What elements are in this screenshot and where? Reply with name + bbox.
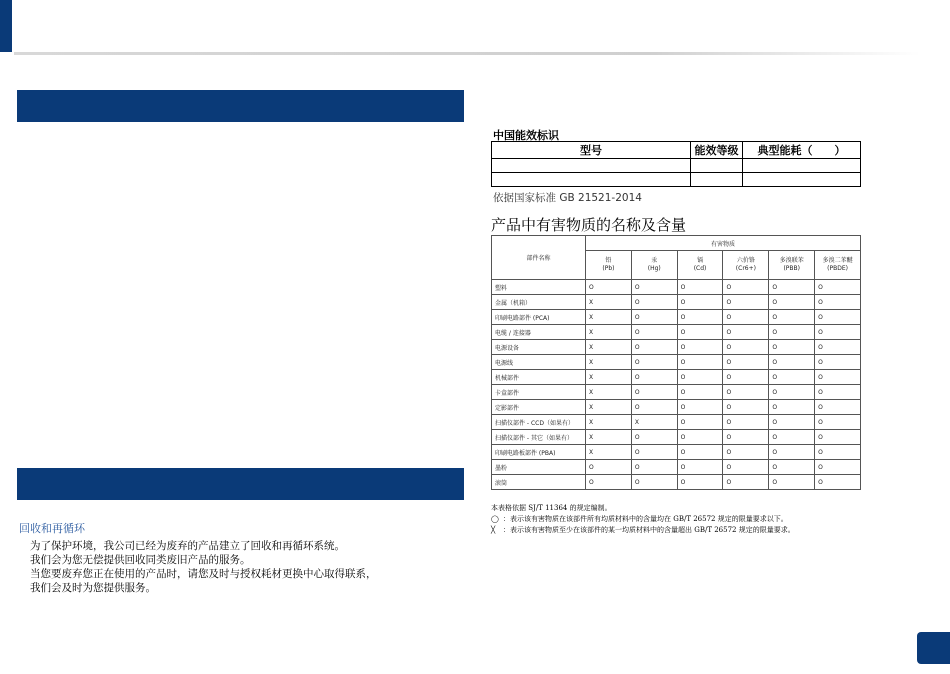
part-name-cell: 墨粉 (492, 460, 586, 475)
part-name-cell: 滚筒 (492, 475, 586, 490)
substance-value-cell: O (631, 475, 677, 490)
recycle-heading: 回收和再循环 (19, 522, 85, 535)
substance-value-cell: O (815, 310, 861, 325)
hazard-group-header: 有害物质 (586, 236, 861, 251)
substance-value-cell: O (677, 385, 723, 400)
section-header-band (17, 90, 464, 122)
substance-value-cell: O (631, 385, 677, 400)
substance-value-cell: O (677, 325, 723, 340)
substance-value-cell: X (631, 415, 677, 430)
recycle-line: 为了保护环境，我公司已经为废弃的产品建立了回收和再循环系统。 (30, 540, 345, 552)
substance-value-cell: O (815, 295, 861, 310)
substance-value-cell: X (586, 400, 632, 415)
substance-value-cell: O (677, 340, 723, 355)
energy-cell (492, 173, 691, 187)
substance-code: (Hg) (647, 265, 661, 272)
substance-value-cell: O (631, 280, 677, 295)
substance-value-cell: O (677, 310, 723, 325)
table-row (492, 355, 861, 370)
substance-value-cell: O (631, 310, 677, 325)
substance-header (769, 251, 815, 280)
substance-value-cell: O (586, 280, 632, 295)
page-number-tab (917, 632, 950, 664)
table-row (492, 385, 861, 400)
table-row (492, 475, 861, 490)
substance-value-cell: O (815, 340, 861, 355)
part-name-cell: 电源线 (492, 355, 586, 370)
table-row (492, 445, 861, 460)
part-name-cell: 印刷电路板部件 (PBA) (492, 445, 586, 460)
part-name-cell: 电源设备 (492, 340, 586, 355)
substance-value-cell: O (723, 400, 769, 415)
substance-value-cell: O (723, 370, 769, 385)
substance-value-cell: X (586, 340, 632, 355)
substance-value-cell: O (769, 430, 815, 445)
substance-value-cell: O (723, 415, 769, 430)
substance-value-cell: O (815, 400, 861, 415)
energy-table (491, 141, 861, 187)
part-name-cell: 机械部件 (492, 370, 586, 385)
substance-value-cell: X (586, 385, 632, 400)
table-row (492, 370, 861, 385)
circle-icon: ◯ (491, 515, 499, 523)
substance-value-cell: O (723, 310, 769, 325)
energy-col-grade: 能效等级 (691, 142, 743, 159)
substance-value-cell: X (586, 355, 632, 370)
energy-label-title: 中国能效标识 (493, 129, 559, 142)
table-row (492, 460, 861, 475)
substance-value-cell: O (631, 295, 677, 310)
note-text: ：表示该有害物质在该部件所有均质材料中的含量均在 GB/T 26572 规定的限量要求以下。 (503, 515, 788, 523)
substance-value-cell: O (769, 475, 815, 490)
note-text: ：表示该有害物质至少在该部件的某一均质材料中的含量超出 GB/T 26572 规定的限量要求。 (503, 526, 795, 534)
recycle-line: 我们会及时为您提供服务。 (30, 582, 156, 594)
substance-value-cell: O (769, 355, 815, 370)
substance-value-cell: O (723, 355, 769, 370)
substance-code: (PBDE) (827, 265, 848, 272)
substance-value-cell: O (815, 280, 861, 295)
note-line (491, 514, 795, 525)
energy-standard: 依据国家标准 GB 21521-2014 (493, 192, 642, 204)
substance-value-cell: O (677, 445, 723, 460)
table-row (492, 325, 861, 340)
substance-value-cell: X (586, 325, 632, 340)
table-row (492, 415, 861, 430)
part-name-header: 部件名称 (492, 236, 586, 280)
table-row (492, 430, 861, 445)
substance-name: 多溴联苯 (779, 257, 804, 264)
corner-accent-bar (0, 0, 12, 52)
energy-cell (691, 159, 743, 173)
substance-value-cell: O (677, 475, 723, 490)
substance-value-cell: O (631, 445, 677, 460)
part-name-cell: 卡盒部件 (492, 385, 586, 400)
substance-value-cell: O (723, 445, 769, 460)
substance-value-cell: O (769, 400, 815, 415)
substance-value-cell: O (631, 460, 677, 475)
substance-name: 多溴二苯醚 (822, 257, 853, 264)
part-name-cell: 扫描仪部件 - 其它（如果有） (492, 430, 586, 445)
energy-cell (691, 173, 743, 187)
substance-name: 汞 (651, 257, 658, 264)
header-rule (14, 52, 920, 55)
substance-code: (Pb) (602, 265, 615, 272)
substance-name: 铅 (605, 257, 612, 264)
part-name-cell: 电缆 / 连接器 (492, 325, 586, 340)
note-line: 本表格依据 SJ/T 11364 的规定编制。 (491, 504, 612, 512)
substance-value-cell: O (631, 325, 677, 340)
recycle-line: 当您要废弃您正在使用的产品时，请您及时与授权耗材更换中心取得联系， (30, 568, 377, 580)
energy-col-model: 型号 (492, 142, 691, 159)
substance-value-cell: O (769, 445, 815, 460)
substance-value-cell: O (815, 355, 861, 370)
energy-cell (492, 159, 691, 173)
substance-value-cell: O (677, 295, 723, 310)
substance-value-cell: O (815, 460, 861, 475)
recycle-paragraph (30, 539, 377, 595)
table-row (492, 310, 861, 325)
energy-col-power: 典型能耗（ ） (743, 142, 861, 159)
substance-value-cell: O (586, 460, 632, 475)
table-row (492, 400, 861, 415)
substance-value-cell: O (631, 370, 677, 385)
substance-header (723, 251, 769, 280)
substance-name: 镉 (697, 257, 704, 264)
substance-value-cell: O (769, 370, 815, 385)
substance-code: (PBB) (783, 265, 800, 272)
substance-value-cell: X (586, 370, 632, 385)
substance-value-cell: O (723, 325, 769, 340)
substance-value-cell: O (631, 400, 677, 415)
substance-value-cell: X (586, 430, 632, 445)
cross-icon: ╳ (491, 526, 496, 534)
substance-value-cell: O (815, 445, 861, 460)
table-row (492, 295, 861, 310)
hazard-notes (491, 503, 795, 536)
substance-value-cell: O (723, 430, 769, 445)
substance-value-cell: O (677, 400, 723, 415)
substance-value-cell: O (586, 475, 632, 490)
substance-value-cell: O (769, 460, 815, 475)
substance-header (631, 251, 677, 280)
substance-value-cell: O (631, 355, 677, 370)
substance-header (586, 251, 632, 280)
substance-value-cell: O (631, 340, 677, 355)
section-header-band-2 (17, 468, 464, 500)
substance-value-cell: O (769, 325, 815, 340)
substance-value-cell: O (723, 460, 769, 475)
substance-value-cell: O (723, 295, 769, 310)
table-row (492, 340, 861, 355)
substance-value-cell: O (815, 475, 861, 490)
hazard-table (491, 235, 861, 490)
table-row (492, 280, 861, 295)
part-name-cell: 扫描仪部件 - CCD（如果有） (492, 415, 586, 430)
substance-value-cell: O (723, 280, 769, 295)
substance-value-cell: O (631, 430, 677, 445)
substance-value-cell: O (677, 430, 723, 445)
energy-cell (743, 159, 861, 173)
substance-value-cell: O (677, 415, 723, 430)
substance-value-cell: O (677, 460, 723, 475)
hazard-table-title: 产品中有害物质的名称及含量 (491, 216, 687, 234)
substance-value-cell: O (677, 280, 723, 295)
substance-value-cell: O (723, 385, 769, 400)
substance-value-cell: O (677, 370, 723, 385)
substance-value-cell: O (769, 340, 815, 355)
substance-value-cell: O (769, 385, 815, 400)
substance-value-cell: O (769, 295, 815, 310)
substance-value-cell: O (815, 325, 861, 340)
substance-value-cell: X (586, 415, 632, 430)
substance-header (677, 251, 723, 280)
substance-value-cell: X (586, 445, 632, 460)
substance-value-cell: O (815, 385, 861, 400)
note-line (491, 525, 795, 536)
substance-value-cell: O (769, 280, 815, 295)
substance-value-cell: O (815, 430, 861, 445)
substance-value-cell: X (586, 310, 632, 325)
part-name-cell: 金属（机箱） (492, 295, 586, 310)
substance-value-cell: O (769, 310, 815, 325)
substance-value-cell: O (677, 355, 723, 370)
substance-header (815, 251, 861, 280)
substance-value-cell: O (723, 475, 769, 490)
part-name-cell: 塑料 (492, 280, 586, 295)
substance-value-cell: O (723, 340, 769, 355)
substance-value-cell: X (586, 295, 632, 310)
substance-value-cell: O (769, 415, 815, 430)
recycle-line: 我们会为您无偿提供回收同类废旧产品的服务。 (30, 554, 251, 566)
substance-code: (Cd) (693, 265, 707, 272)
energy-cell (743, 173, 861, 187)
substance-name: 六价铬 (736, 257, 755, 264)
substance-value-cell: O (815, 415, 861, 430)
part-name-cell: 印刷电路部件 (PCA) (492, 310, 586, 325)
substance-value-cell: O (815, 370, 861, 385)
substance-code: (Cr6+) (735, 265, 756, 272)
part-name-cell: 定影部件 (492, 400, 586, 415)
